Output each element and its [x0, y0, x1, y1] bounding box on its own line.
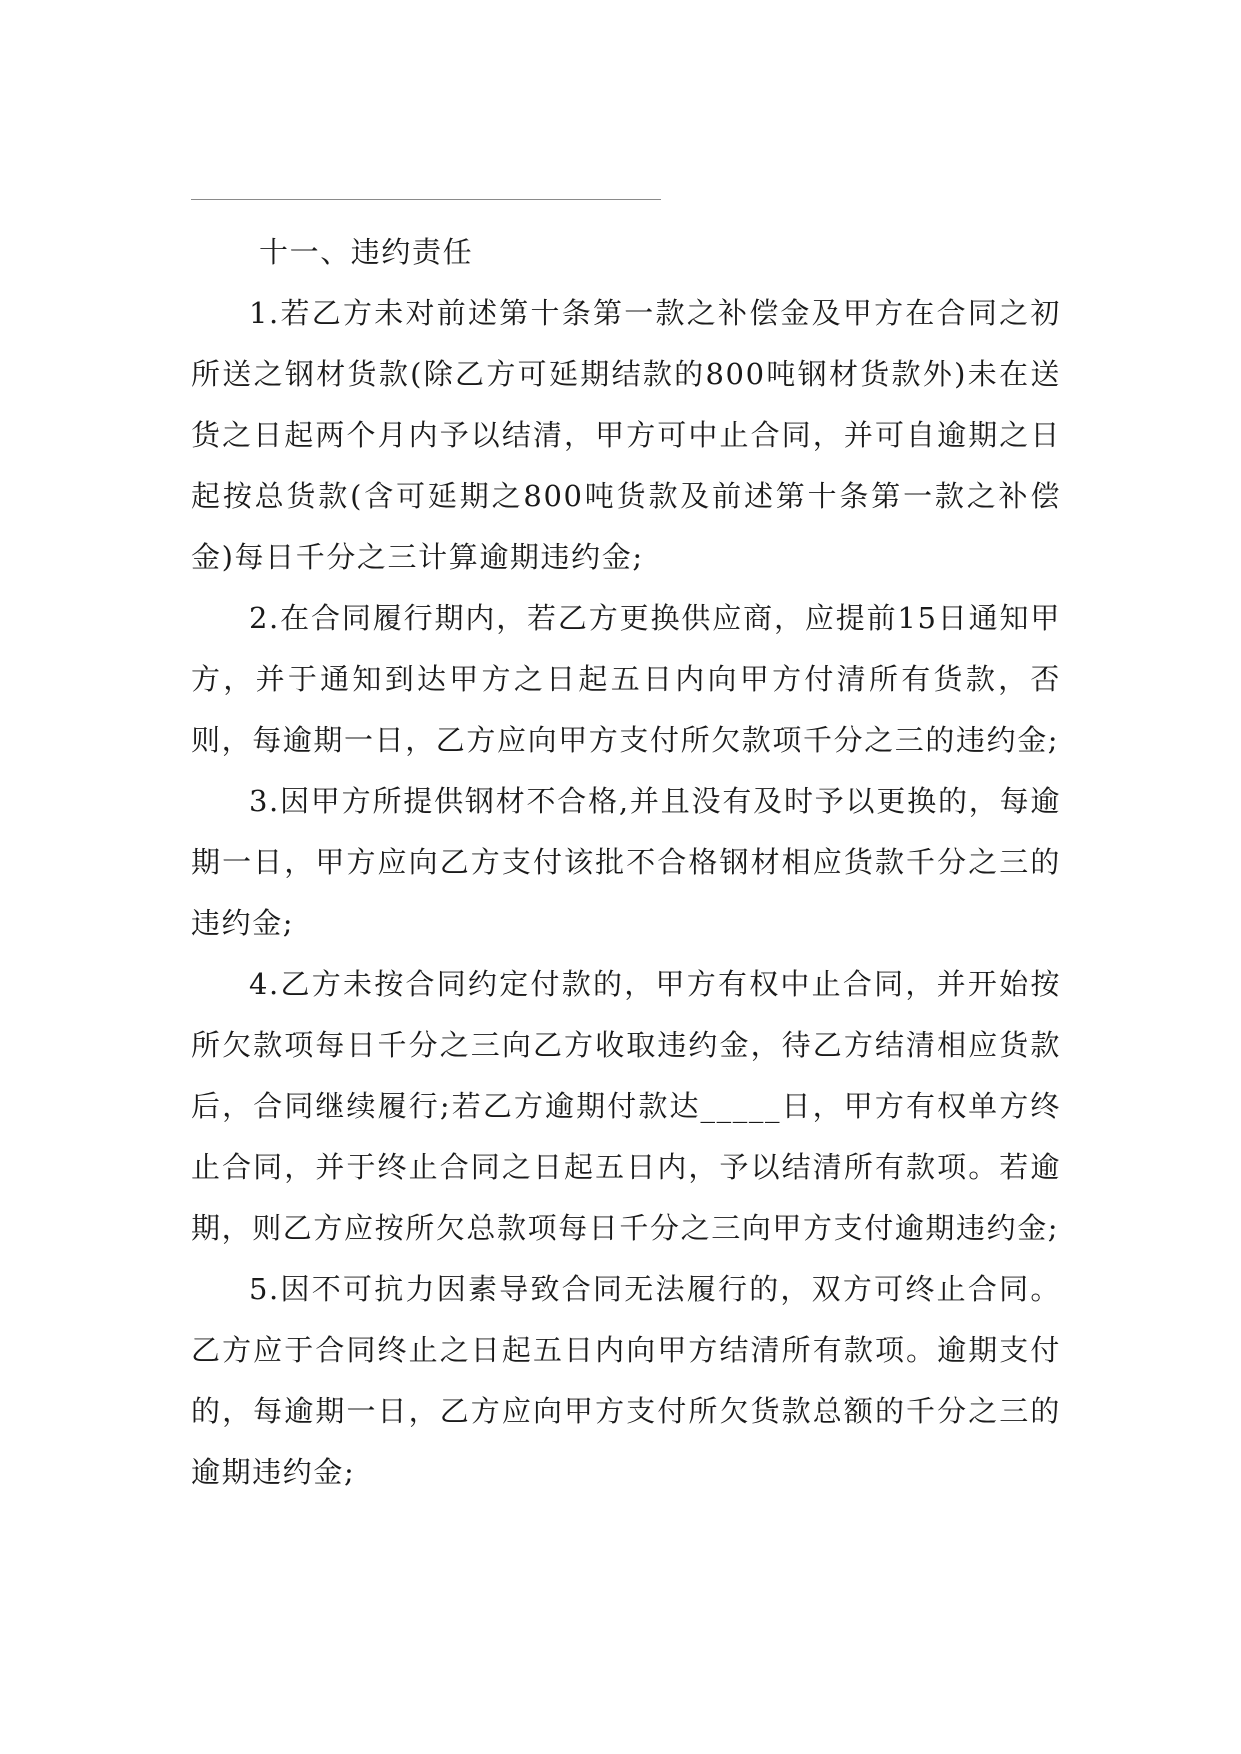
clause-1: 1.若乙方未对前述第十条第一款之补偿金及甲方在合同之初所送之钢材货款(除乙方可延期结款的800吨钢材货款外)未在送货之日起两个月内予以结清，甲方可中止合同，并可自逾期之日起按总货款(含可延期之800吨货款及前述第十条第一款之补偿金)每日千分之三计算逾期违约金; — [191, 296, 1061, 574]
clause-4: 4.乙方未按合同约定付款的，甲方有权中止合同，并开始按所欠款项每日千分之三向乙方收取违约金，待乙方结清相应货款后，合同继续履行;若乙方逾期付款达_____日，甲方有权单方终止合同，并于终止合同之日起五日内，予以结清所有款项。若逾期，则乙方应按所欠总款项每日千分之三向甲方支付逾期违约金; — [191, 967, 1061, 1245]
clause-5: 5.因不可抗力因素导致合同无法履行的，双方可终止合同。乙方应于合同终止之日起五日内向甲方结清所有款项。逾期支付的，每逾期一日，乙方应向甲方支付所欠货款总额的千分之三的逾期违约金; — [191, 1272, 1061, 1489]
document-body — [191, 222, 1061, 1503]
clause-2: 2.在合同履行期内，若乙方更换供应商，应提前15日通知甲方，并于通知到达甲方之日起五日内向甲方付清所有货款，否则，每逾期一日，乙方应向甲方支付所欠款项千分之三的违约金; — [191, 601, 1061, 757]
clause-3: 3.因甲方所提供钢材不合格,并且没有及时予以更换的，每逾期一日，甲方应向乙方支付该批不合格钢材相应货款千分之三的违约金; — [191, 784, 1061, 940]
header-rule — [191, 199, 661, 200]
section-heading: 十一、违约责任 — [259, 235, 474, 269]
